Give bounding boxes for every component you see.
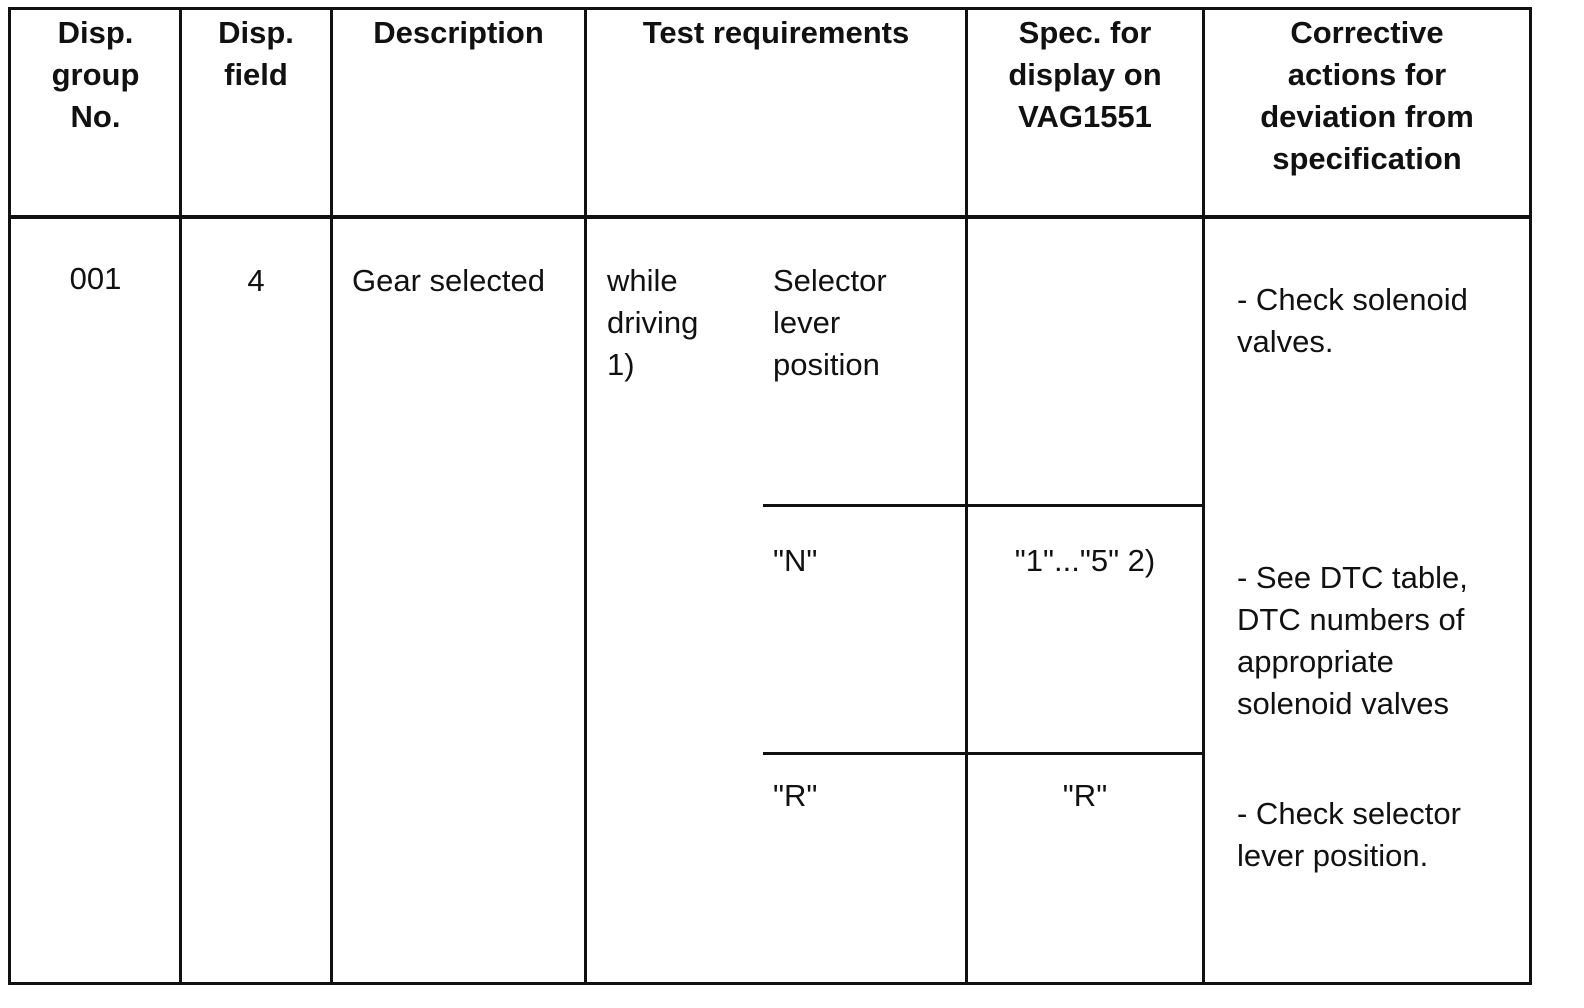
cell-group-no: 001 [69,261,122,296]
column-divider [179,7,182,985]
sub-row-divider [763,752,1203,755]
header-corrective-actions: Corrective actions for deviation from specification [1260,15,1474,176]
table-border-top [8,7,1532,10]
header-spec: Spec. for display on VAG1551 [1008,15,1162,134]
cell-field: 4 [247,263,265,298]
cell-action: - Check solenoid valves. [1237,282,1468,359]
table-border-left [8,7,11,985]
cell-requirement: "R" [773,778,818,813]
cell-action: - Check selector lever position. [1237,796,1461,873]
header-separator [8,215,1532,219]
column-divider [584,7,587,985]
column-divider [330,7,333,985]
cell-spec: "1"..."5" 2) [1014,543,1156,578]
header-group-no: Disp. group No. [51,15,140,134]
cell-action: - See DTC table, DTC numbers of appropriate solenoid valves [1237,560,1468,721]
cell-condition: while driving 1) [607,263,699,382]
header-field: Disp. field [218,15,294,92]
sub-row-divider [763,504,1203,507]
cell-spec: "R" [1062,778,1108,813]
header-description: Description [373,15,544,50]
table-border-bottom [8,982,1532,985]
header-test-requirements: Test requirements [642,15,910,50]
column-divider [965,7,968,985]
cell-requirement: "N" [773,543,818,578]
cell-requirement: Selector lever position [773,263,887,382]
cell-description: Gear selected [352,263,545,298]
table-border-right [1529,7,1532,985]
